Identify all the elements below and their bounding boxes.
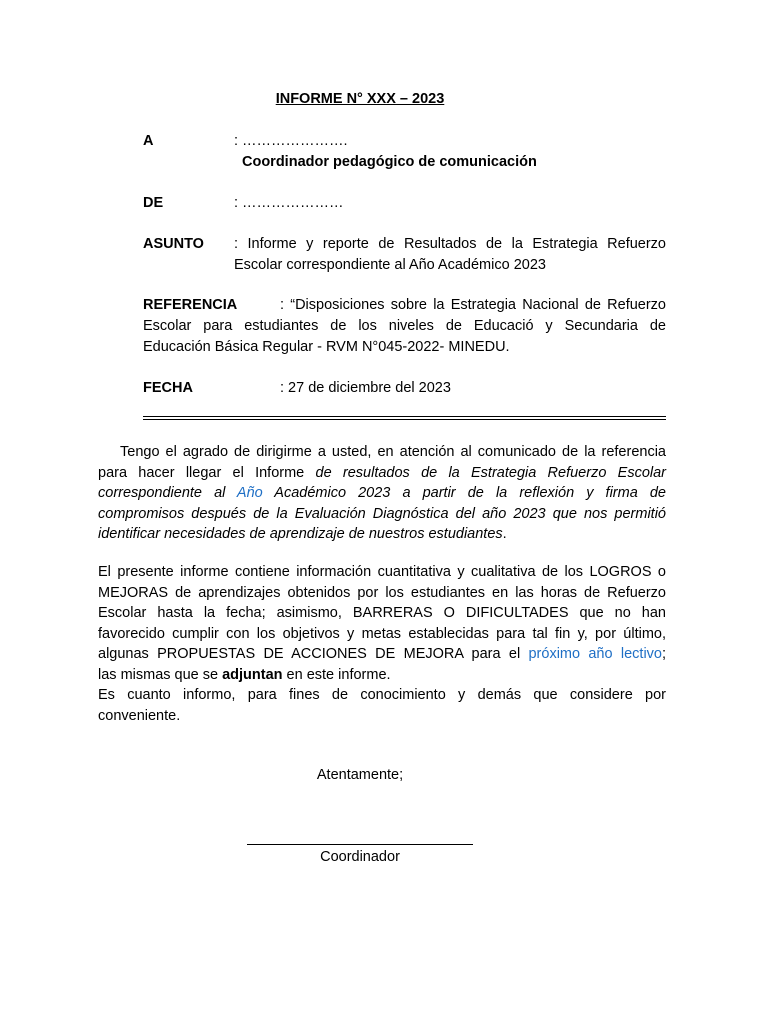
to-label: A	[143, 133, 154, 149]
details-line-8: conveniente.	[98, 707, 181, 724]
details-line-3: Escolar hasta la fecha; asimismo, BARRERAS O DIFICULTADES que no han	[98, 605, 666, 621]
intro-line-4: compromisos después de la Evaluación Diagnóstica del año 2023 que nos permitió	[98, 505, 666, 522]
details-line-1: El presente informe contiene información cuantitativa y cualitativa de los LOGROS o	[98, 564, 666, 580]
intro-line-3: correspondiente al Año Académico 2023 a partir de la reflexión y firma de	[98, 485, 666, 501]
date-value: : 27 de diciembre del 2023	[280, 380, 451, 396]
to-value: : ………………….	[234, 133, 348, 149]
header-divider	[143, 416, 666, 420]
reference-line-2: Escolar para estudiantes de los niveles de Educació y Secundaria de	[143, 318, 666, 334]
signature-name: Coordinador	[320, 849, 400, 865]
details-line-6: las mismas que se adjuntan en este informe.	[98, 666, 391, 683]
intro-line-2: para hacer llegar el Informe de resultados de la Estrategia Refuerzo Escolar	[98, 464, 666, 481]
from-value: : …………………	[234, 195, 344, 211]
details-line-4: favorecido cumplir con los objetivos y metas establecidas para tal fin y, por último,	[98, 625, 666, 642]
from-label: DE	[143, 195, 164, 211]
details-line-2: MEJORAS de aprendizajes obtenidos por los estudiantes en las horas de Refuerzo	[98, 584, 666, 601]
details-line-5: algunas PROPUESTAS DE ACCIONES DE MEJORA para el próximo año lectivo;	[98, 646, 667, 662]
details-paragraph	[98, 562, 666, 726]
details-line-7: Es cuanto informo, para fines de conocimiento y demás que considere por	[98, 687, 666, 703]
reference-line-1: : “Disposiciones sobre la Estrategia Nacional de Refuerzo	[280, 297, 666, 313]
highlight-proximo-ano: próximo año lectivo	[528, 646, 662, 662]
reference-line-3: Educación Básica Regular - RVM N°045-2022- MINEDU.	[143, 339, 510, 355]
to-role: Coordinador pedagógico de comunicación	[242, 154, 537, 170]
highlight-ano: Año	[236, 485, 263, 501]
signature-line	[247, 844, 473, 845]
subject-label: ASUNTO	[143, 236, 204, 252]
subject-line-1: : Informe y reporte de Resultados de la Estrategia Refuerzo	[234, 236, 666, 252]
report-title: INFORME N° XXX – 2023	[275, 91, 445, 107]
closing-text: Atentamente;	[316, 767, 404, 783]
subject-line-2: Escolar correspondiente al Año Académico 2023	[234, 257, 546, 273]
intro-paragraph	[98, 442, 666, 545]
intro-line-1: Tengo el agrado de dirigirme a usted, en atención al comunicado de la referencia	[120, 444, 666, 460]
date-label: FECHA	[143, 380, 193, 396]
intro-line-5: identificar necesidades de aprendizaje de nuestros estudiantes.	[98, 526, 507, 542]
reference-label: REFERENCIA	[143, 297, 238, 313]
